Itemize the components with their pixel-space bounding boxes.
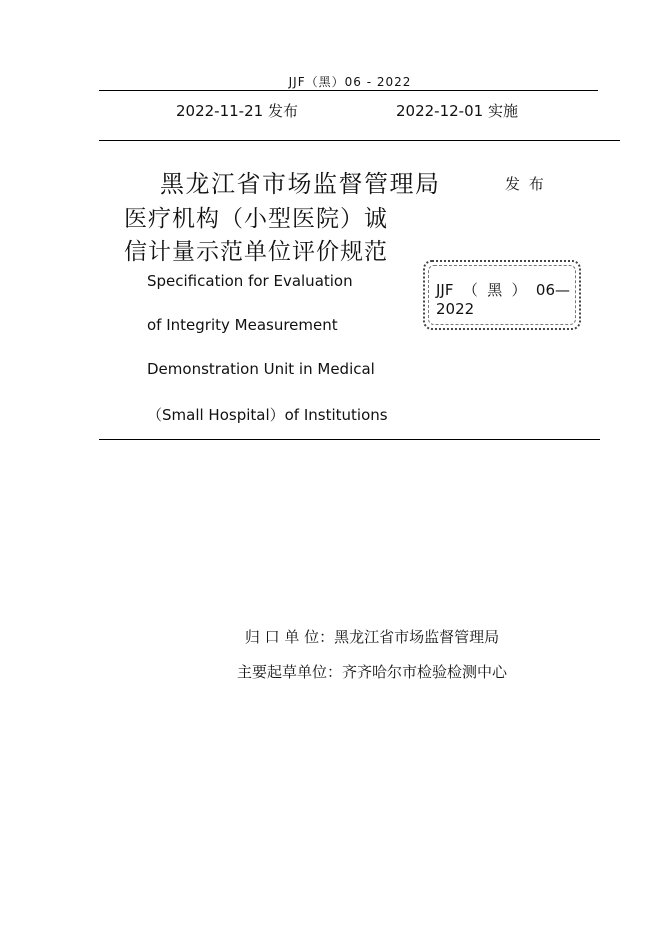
en-title-line-2: of Integrity Measurement (147, 316, 338, 334)
en-title-line-1: Specification for Evaluation (147, 272, 353, 290)
stamp-prefix: JJF (436, 281, 454, 299)
stamp-open-paren: （ (462, 281, 478, 299)
stamp-close-paren: ） (511, 281, 527, 299)
stamp-region: 黑 (487, 281, 503, 299)
stamp-text (436, 281, 570, 319)
issuer-name: 黑龙江省市场监督管理局 (160, 170, 441, 198)
stamp-year: 2022 (436, 300, 475, 318)
stamp-number: 06— (535, 281, 570, 299)
drafting-unit: 主要起草单位：齐齐哈尔市检验检测中心 (236, 663, 507, 681)
header-standard-code: JJF（黑）06 - 2022 (288, 75, 412, 89)
publish-date: 2022-11-21 发布 (176, 102, 298, 120)
cn-title-line-1: 医疗机构（小型医院）诚 (124, 206, 388, 232)
issuer-suffix: 发 布 (505, 175, 546, 193)
title-rule (99, 439, 600, 440)
implement-date: 2022-12-01 实施 (396, 102, 518, 120)
header-rule (99, 90, 598, 91)
authority-unit: 归 口 单 位：黑龙江省市场监督管理局 (244, 628, 500, 646)
cn-title-line-2: 信计量示范单位评价规范 (124, 239, 388, 265)
stamp-code-line (436, 281, 570, 300)
dates-rule (99, 140, 620, 141)
en-title-line-4: （Small Hospital）of Institutions (147, 406, 388, 424)
en-title-line-3: Demonstration Unit in Medical (147, 360, 375, 378)
